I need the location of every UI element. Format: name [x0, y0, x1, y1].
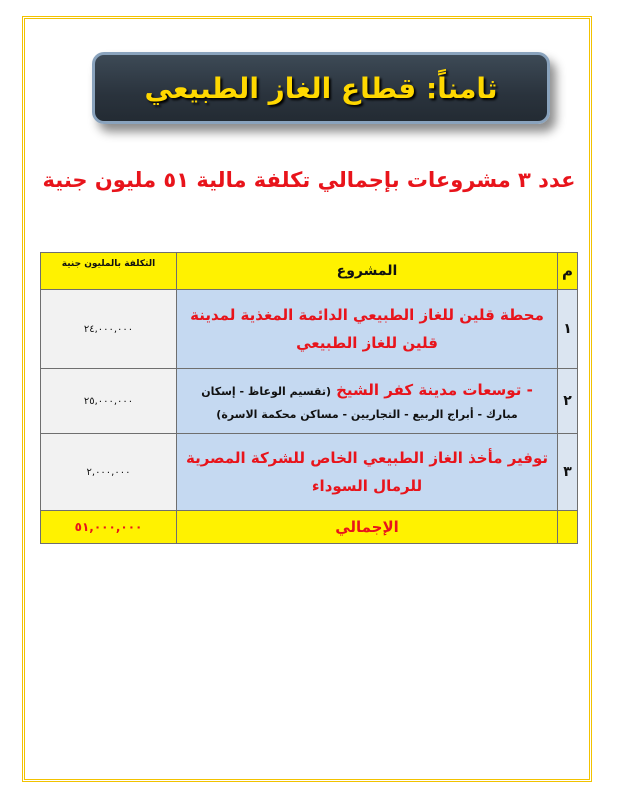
title-banner [92, 52, 550, 124]
row-cost [41, 434, 177, 511]
cost-value: ٢٤,٠٠٠,٠٠٠ [83, 323, 134, 335]
total-number-cell [558, 511, 578, 544]
header-project: المشروع [177, 253, 558, 290]
cost-value: ٢,٠٠٠,٠٠٠ [86, 466, 131, 478]
header-number: م [558, 253, 578, 290]
project-detail: (تقسيم الوعاظ - إسكان [201, 385, 331, 398]
row-number: ٣ [558, 434, 578, 511]
page-title: ثامناً: قطاع الغاز الطبيعي [144, 71, 498, 105]
projects-table [40, 252, 578, 544]
project-name: محطة قلين للغاز الطبيعي الدائمة المغذية لمدينة قلين للغاز الطبيعي [190, 306, 544, 352]
total-cost-value: ٥١,٠٠٠,٠٠٠ [74, 520, 143, 534]
project-name: توفير مأخذ الغاز الطبيعي الخاص للشركة المصرية للرمال السوداء [185, 449, 549, 495]
row-cost [41, 290, 177, 369]
projects-summary: عدد ٣ مشروعات بإجمالي تكلفة مالية ٥١ مليون جنية [42, 168, 576, 192]
table-row [41, 369, 578, 434]
row-project [177, 290, 558, 369]
row-project [177, 369, 558, 434]
total-cost [41, 511, 177, 544]
row-number: ٢ [558, 369, 578, 434]
total-label: الإجمالي [177, 511, 558, 544]
header-cost: التكلفة بالمليون جنية [41, 253, 177, 290]
table-header-row [41, 253, 578, 290]
row-cost [41, 369, 177, 434]
table-total-row [41, 511, 578, 544]
table-row [41, 290, 578, 369]
cost-value: ٢٥,٠٠٠,٠٠٠ [83, 395, 134, 407]
table-row [41, 434, 578, 511]
row-project [177, 434, 558, 511]
project-name: - توسعات مدينة كفر الشيخ [336, 381, 533, 399]
row-number: ١ [558, 290, 578, 369]
project-detail: مبارك - أبراج الربيع - التجاريين - مساكن محكمة الاسرة) [216, 408, 518, 421]
